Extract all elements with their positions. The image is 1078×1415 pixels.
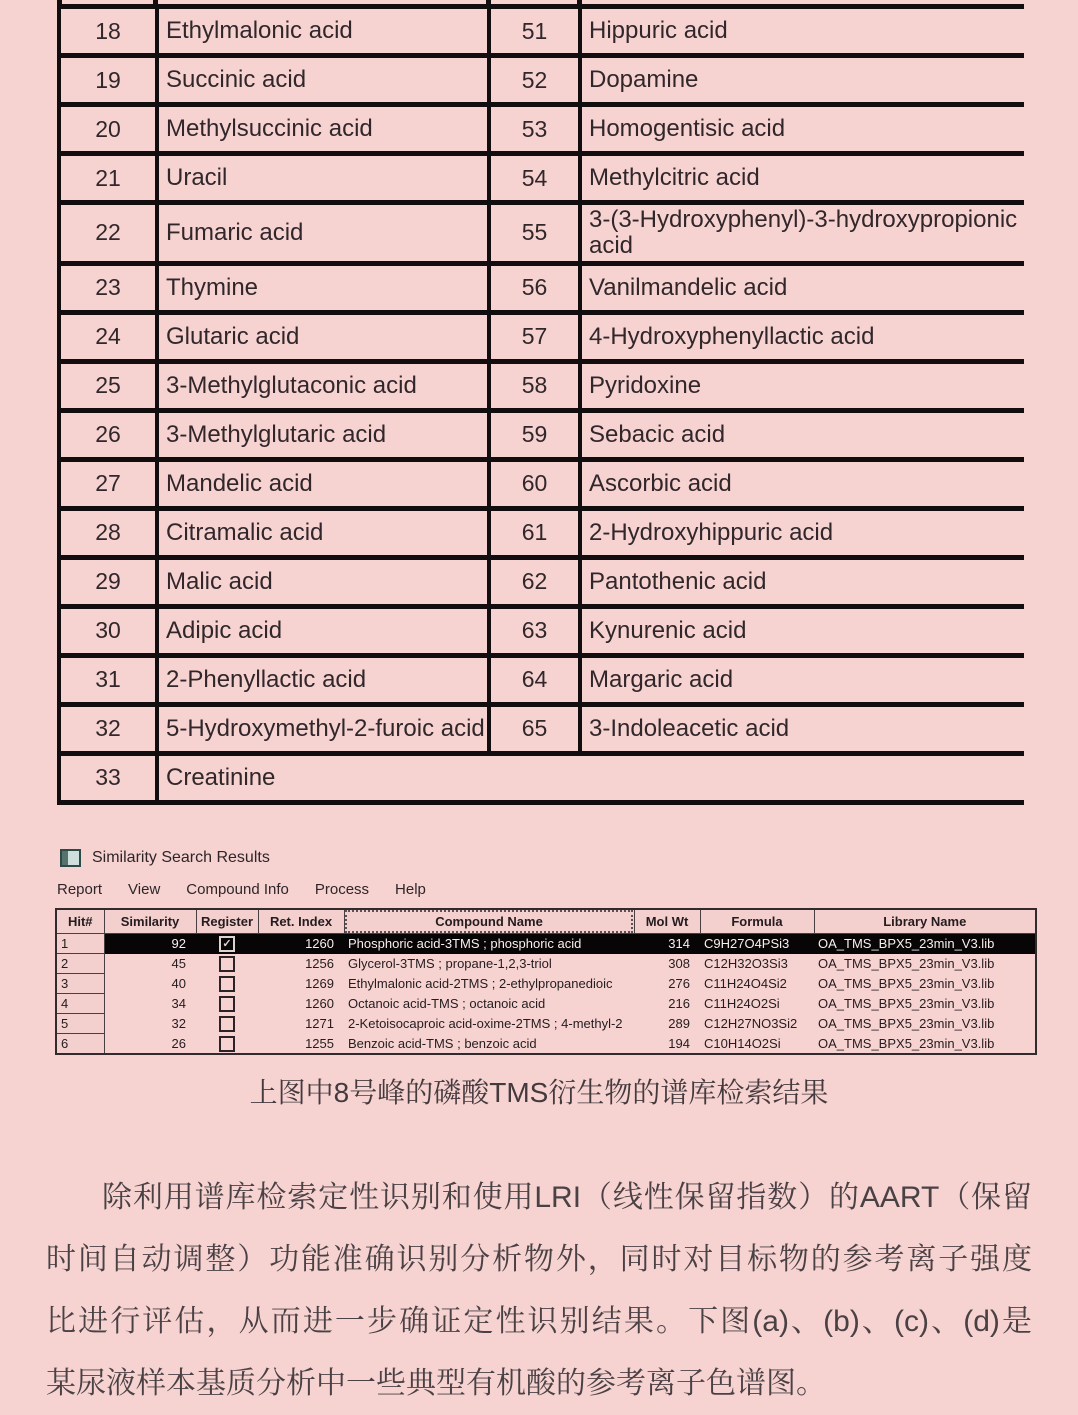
compound-name-cell: Phosphoric acid-3TMS ; phosphoric acid [344, 934, 634, 954]
column-header-formula[interactable]: Formula [700, 909, 814, 934]
library-name-cell: OA_TMS_BPX5_23min_V3.lib [818, 996, 995, 1011]
library-name-cell: OA_TMS_BPX5_23min_V3.lib [814, 934, 1036, 954]
compound-name-cell: Adipic acid [157, 606, 489, 655]
results-window-menubar [57, 881, 426, 898]
compound-name-cell: Margaric acid [580, 655, 1024, 704]
compound-table-row [59, 154, 1024, 203]
compound-number-cell: 26 [59, 410, 157, 459]
ret-index-cell: 1256 [305, 956, 334, 971]
column-header-register[interactable]: Register [196, 909, 258, 934]
compound-table-row [59, 410, 1024, 459]
similarity-cell: 34 [171, 996, 186, 1011]
compound-table-row [59, 704, 1024, 753]
compound-name-cell: 3-Methylglutaconic acid [157, 361, 489, 410]
figure-caption: 上图中8号峰的磷酸TMS衍生物的谱库检索结果 [249, 1077, 829, 1108]
compound-name-cell: Ethylmalonic acid [157, 7, 489, 56]
result-row[interactable] [56, 934, 1036, 954]
mol-wt-cell: 314 [634, 934, 700, 954]
compound-name-cell: Hippuric acid [580, 7, 1024, 56]
compound-name-cell: Thymine [157, 263, 489, 312]
hit-number-cell[interactable]: 1 [56, 934, 104, 954]
compound-number-cell: 22 [59, 203, 157, 264]
formula-cell: C10H14O2Si [704, 1035, 781, 1051]
register-cell [196, 974, 258, 994]
compound-number-cell: 25 [59, 361, 157, 410]
compound-number-cell: 56 [489, 263, 580, 312]
compound-number-cell: 33 [59, 753, 157, 802]
compound-number-cell: 63 [489, 606, 580, 655]
compound-name-cell: 3-Methylglutaric acid [157, 410, 489, 459]
compound-name-cell: Mandelic acid [157, 459, 489, 508]
compound-name-cell: Benzoic acid-TMS ; benzoic acid [348, 1035, 537, 1051]
compound-name-cell: Sebacic acid [580, 410, 1024, 459]
result-row[interactable] [56, 954, 1036, 974]
compound-name-cell: Pantothenic acid [580, 557, 1024, 606]
compound-number-cell: 58 [489, 361, 580, 410]
similarity-cell: 26 [171, 1035, 186, 1051]
compound-name-cell: Vanilmandelic acid [580, 263, 1024, 312]
hit-number-cell[interactable]: 3 [56, 974, 104, 994]
hit-number-cell[interactable]: 5 [56, 1014, 104, 1034]
compound-name-cell: 3-Indoleacetic acid [580, 704, 1024, 753]
compound-name-cell: Dopamine [580, 56, 1024, 105]
register-checkbox[interactable] [219, 976, 235, 992]
compound-number-cell: 64 [489, 655, 580, 704]
results-header-row [56, 909, 1036, 934]
compound-table-row [59, 7, 1024, 56]
paragraph-line: 时间自动调整）功能准确识别分析物外，同时对目标物的参考离子强度 [46, 1243, 1032, 1276]
mol-wt-cell: 308 [668, 956, 690, 971]
register-cell [196, 994, 258, 1014]
result-row[interactable] [56, 1034, 1036, 1055]
compound-number-cell: 51 [489, 7, 580, 56]
mol-wt-cell: 194 [668, 1035, 690, 1051]
compound-number-cell: 19 [59, 56, 157, 105]
compound-number-cell: 55 [489, 203, 580, 264]
compound-table-row [59, 312, 1024, 361]
table-window-icon [60, 849, 81, 867]
compound-name-cell: Pyridoxine [580, 361, 1024, 410]
compound-table-row [59, 459, 1024, 508]
compound-name-cell: 3-(3-Hydroxyphenyl)-3-hydroxypropionic acid [580, 203, 1024, 264]
results-window-title: Similarity Search Results [92, 849, 270, 866]
compound-number-cell: 20 [59, 105, 157, 154]
compound-number-cell: 62 [489, 557, 580, 606]
column-header-library-name[interactable]: Library Name [814, 909, 1036, 934]
library-name-cell: OA_TMS_BPX5_23min_V3.lib [818, 976, 995, 991]
similarity-results-table [55, 908, 1037, 1055]
compound-number-cell: 27 [59, 459, 157, 508]
compound-table-row [59, 753, 1024, 802]
compound-number-cell: 60 [489, 459, 580, 508]
mol-wt-cell: 216 [668, 996, 690, 1011]
compound-name-cell: 2-Ketoisocaproic acid-oxime-2TMS ; 4-methyl-2 [348, 1016, 623, 1031]
similarity-cell: 92 [104, 934, 196, 954]
ret-index-cell: 1271 [305, 1016, 334, 1031]
column-header-mol-wt[interactable]: Mol Wt [634, 909, 700, 934]
compound-number-cell: 57 [489, 312, 580, 361]
register-cell [196, 954, 258, 974]
formula-cell: C12H27NO3Si2 [704, 1016, 798, 1031]
compound-number-cell: 24 [59, 312, 157, 361]
compound-table-row [59, 56, 1024, 105]
result-row[interactable] [56, 994, 1036, 1014]
compound-name-cell: 2-Hydroxyhippuric acid [580, 508, 1024, 557]
library-name-cell: OA_TMS_BPX5_23min_V3.lib [818, 1016, 995, 1031]
compound-table-row [59, 508, 1024, 557]
compound-number-cell: 18 [59, 7, 157, 56]
compound-name-cell: 4-Hydroxyphenyllactic acid [580, 312, 1024, 361]
compound-table-row [59, 655, 1024, 704]
compound-table-row [59, 105, 1024, 154]
menu-item-compound-info[interactable]: Compound Info [186, 881, 289, 898]
hit-number-cell[interactable]: 2 [56, 954, 104, 974]
register-checkbox[interactable] [219, 956, 235, 972]
compound-number-cell: 53 [489, 105, 580, 154]
register-cell [196, 1014, 258, 1034]
column-header-hit-[interactable]: Hit# [56, 909, 104, 934]
compound-number-cell: 54 [489, 154, 580, 203]
compound-number-cell: 31 [59, 655, 157, 704]
column-header-compound-name[interactable]: Compound Name [344, 909, 634, 934]
compound-name-cell: Citramalic acid [157, 508, 489, 557]
register-checkbox[interactable] [219, 996, 235, 1012]
compound-table [57, 4, 1024, 805]
results-window-titlebar [60, 849, 270, 867]
compound-name-cell: 2-Phenyllactic acid [157, 655, 489, 704]
compound-number-cell: 23 [59, 263, 157, 312]
compound-name-cell: Kynurenic acid [580, 606, 1024, 655]
compound-number-cell: 21 [59, 154, 157, 203]
ret-index-cell: 1255 [305, 1035, 334, 1051]
formula-cell: C9H27O4PSi3 [700, 934, 814, 954]
compound-table-body [59, 7, 1024, 803]
compound-number-cell: 61 [489, 508, 580, 557]
compound-name-cell: Malic acid [157, 557, 489, 606]
ret-index-cell: 1269 [305, 976, 334, 991]
hit-number-cell[interactable]: 6 [56, 1034, 104, 1055]
formula-cell: C11H24O2Si [704, 996, 780, 1011]
formula-cell: C11H24O4Si2 [704, 976, 787, 991]
column-header-similarity[interactable]: Similarity [104, 909, 196, 934]
compound-table-row [59, 606, 1024, 655]
register-cell [196, 934, 258, 954]
menu-item-view[interactable]: View [128, 881, 161, 898]
register-checkbox[interactable] [219, 1016, 235, 1032]
compound-name-cell: Ascorbic acid [580, 459, 1024, 508]
compound-number-cell: 65 [489, 704, 580, 753]
formula-cell: C12H32O3Si3 [704, 956, 788, 971]
compound-number-cell: 29 [59, 557, 157, 606]
compound-number-cell: 59 [489, 410, 580, 459]
compound-table-row [59, 557, 1024, 606]
column-header-ret-index[interactable]: Ret. Index [258, 909, 344, 934]
mol-wt-cell: 289 [668, 1016, 690, 1031]
mol-wt-cell: 276 [668, 976, 690, 991]
compound-number-cell: 30 [59, 606, 157, 655]
compound-name-cell: Ethylmalonic acid-2TMS ; 2-ethylpropanedioic [348, 976, 613, 991]
similarity-cell: 40 [171, 976, 186, 991]
compound-table-row [59, 263, 1024, 312]
ret-index-cell: 1260 [305, 996, 334, 1011]
register-checkbox[interactable]: ✓ [219, 936, 235, 952]
hit-number-cell[interactable]: 4 [56, 994, 104, 1014]
compound-number-cell: 52 [489, 56, 580, 105]
compound-name-cell: Homogentisic acid [580, 105, 1024, 154]
body-paragraph [46, 1167, 1032, 1415]
menu-item-process[interactable]: Process [314, 881, 370, 898]
compound-name-cell: 5-Hydroxymethyl-2-furoic acid [157, 704, 489, 753]
ret-index-cell: 1260 [258, 934, 344, 954]
compound-name-cell: Uracil [157, 154, 489, 203]
menu-item-help[interactable]: Help [395, 881, 426, 898]
compound-name-cell: Glycerol-3TMS ; propane-1,2,3-triol [348, 956, 552, 971]
compound-table-row [59, 203, 1024, 264]
compound-name-cell: Methylsuccinic acid [157, 105, 489, 154]
paragraph-line: 比进行评估，从而进一步确证定性识别结果。下图(a)、(b)、(c)、(d)是 [46, 1305, 1032, 1338]
result-row[interactable] [56, 974, 1036, 994]
compound-name-cell: Creatinine [157, 753, 1024, 802]
compound-name-cell: Glutaric acid [157, 312, 489, 361]
compound-name-cell: Fumaric acid [157, 203, 489, 264]
compound-number-cell: 32 [59, 704, 157, 753]
paragraph-line: 某尿液样本基质分析中一些典型有机酸的参考离子色谱图。 [46, 1367, 826, 1400]
compound-table-row [59, 361, 1024, 410]
compound-name-cell: Methylcitric acid [580, 154, 1024, 203]
similarity-cell: 45 [171, 956, 186, 971]
similarity-cell: 32 [171, 1016, 186, 1031]
compound-name-cell: Octanoic acid-TMS ; octanoic acid [348, 996, 546, 1011]
compound-name-cell: Succinic acid [157, 56, 489, 105]
results-table-body [56, 934, 1036, 1055]
paragraph-line: 除利用谱库检索定性识别和使用LRI（线性保留指数）的AART（保留 [102, 1181, 1032, 1214]
result-row[interactable] [56, 1014, 1036, 1034]
library-name-cell: OA_TMS_BPX5_23min_V3.lib [818, 1035, 995, 1051]
compound-number-cell: 28 [59, 508, 157, 557]
menu-item-report[interactable]: Report [57, 881, 103, 898]
library-name-cell: OA_TMS_BPX5_23min_V3.lib [818, 956, 995, 971]
register-cell [196, 1034, 258, 1055]
register-checkbox[interactable] [219, 1036, 235, 1052]
